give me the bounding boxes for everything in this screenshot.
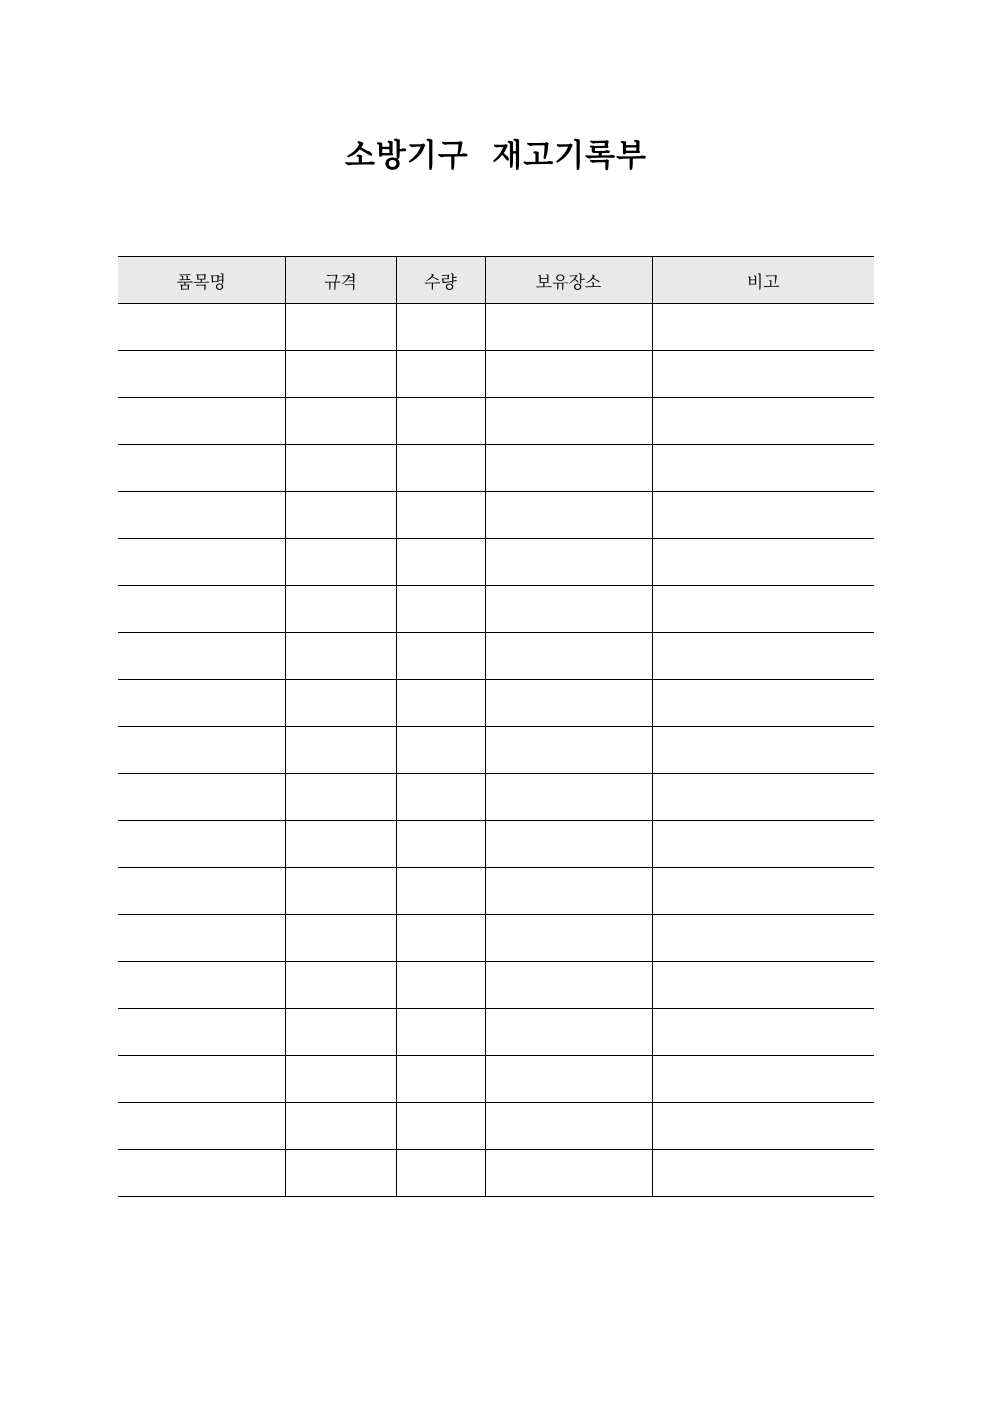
spec-cell [285,492,396,539]
item-name-cell [118,633,285,680]
table-row [118,868,874,915]
item-name-cell [118,868,285,915]
remarks-cell [652,539,874,586]
location-cell [485,915,652,962]
location-cell [485,586,652,633]
location-cell [485,1009,652,1056]
quantity-cell [396,304,485,351]
location-cell [485,821,652,868]
table-row [118,539,874,586]
quantity-cell [396,1150,485,1197]
location-cell [485,445,652,492]
remarks-cell [652,962,874,1009]
item-name-cell [118,445,285,492]
remarks-cell [652,915,874,962]
remarks-cell [652,492,874,539]
item-name-cell [118,539,285,586]
spec-cell [285,1150,396,1197]
location-cell [485,680,652,727]
spec-cell [285,351,396,398]
table-row [118,1056,874,1103]
table-row [118,304,874,351]
location-cell [485,1056,652,1103]
location-cell [485,398,652,445]
quantity-cell [396,821,485,868]
remarks-cell [652,398,874,445]
location-cell [485,539,652,586]
column-header-quantity: 수량 [396,257,485,304]
table-row [118,351,874,398]
location-cell [485,633,652,680]
item-name-cell [118,586,285,633]
remarks-cell [652,1150,874,1197]
spec-cell [285,586,396,633]
spec-cell [285,398,396,445]
item-name-cell [118,304,285,351]
location-cell [485,492,652,539]
table-row [118,398,874,445]
table-row [118,633,874,680]
quantity-cell [396,445,485,492]
remarks-cell [652,1009,874,1056]
table-row [118,1150,874,1197]
remarks-cell [652,774,874,821]
remarks-cell [652,1103,874,1150]
column-header-location: 보유장소 [485,257,652,304]
inventory-table [118,256,874,1197]
remarks-cell [652,586,874,633]
location-cell [485,962,652,1009]
item-name-cell [118,962,285,1009]
remarks-cell [652,727,874,774]
item-name-cell [118,821,285,868]
remarks-cell [652,680,874,727]
location-cell [485,1150,652,1197]
table-row [118,915,874,962]
quantity-cell [396,586,485,633]
remarks-cell [652,1056,874,1103]
table-row [118,492,874,539]
item-name-cell [118,774,285,821]
spec-cell [285,962,396,1009]
quantity-cell [396,351,485,398]
column-header-remarks: 비고 [652,257,874,304]
quantity-cell [396,1103,485,1150]
quantity-cell [396,774,485,821]
spec-cell [285,680,396,727]
location-cell [485,351,652,398]
item-name-cell [118,351,285,398]
item-name-cell [118,1150,285,1197]
remarks-cell [652,868,874,915]
spec-cell [285,868,396,915]
table-row [118,774,874,821]
table-row [118,680,874,727]
remarks-cell [652,633,874,680]
remarks-cell [652,445,874,492]
location-cell [485,304,652,351]
item-name-cell [118,1056,285,1103]
remarks-cell [652,304,874,351]
table-body [118,304,874,1197]
quantity-cell [396,633,485,680]
spec-cell [285,1056,396,1103]
spec-cell [285,727,396,774]
remarks-cell [652,821,874,868]
item-name-cell [118,398,285,445]
quantity-cell [396,539,485,586]
table-row [118,1009,874,1056]
spec-cell [285,1009,396,1056]
spec-cell [285,821,396,868]
quantity-cell [396,492,485,539]
quantity-cell [396,680,485,727]
spec-cell [285,539,396,586]
item-name-cell [118,1009,285,1056]
page-title: 소방기구 재고기록부 [344,138,648,174]
table-row [118,727,874,774]
quantity-cell [396,868,485,915]
table-row [118,962,874,1009]
table-row [118,1103,874,1150]
table-row [118,821,874,868]
table-row [118,586,874,633]
quantity-cell [396,398,485,445]
location-cell [485,727,652,774]
column-header-item-name: 품목명 [118,257,285,304]
location-cell [485,774,652,821]
remarks-cell [652,351,874,398]
header-row [118,257,874,304]
spec-cell [285,1103,396,1150]
quantity-cell [396,915,485,962]
item-name-cell [118,915,285,962]
quantity-cell [396,962,485,1009]
spec-cell [285,445,396,492]
spec-cell [285,633,396,680]
item-name-cell [118,492,285,539]
location-cell [485,1103,652,1150]
quantity-cell [396,1056,485,1103]
spec-cell [285,304,396,351]
location-cell [485,868,652,915]
item-name-cell [118,680,285,727]
column-header-spec: 규격 [285,257,396,304]
quantity-cell [396,1009,485,1056]
item-name-cell [118,727,285,774]
quantity-cell [396,727,485,774]
spec-cell [285,915,396,962]
table-row [118,445,874,492]
item-name-cell [118,1103,285,1150]
spec-cell [285,774,396,821]
